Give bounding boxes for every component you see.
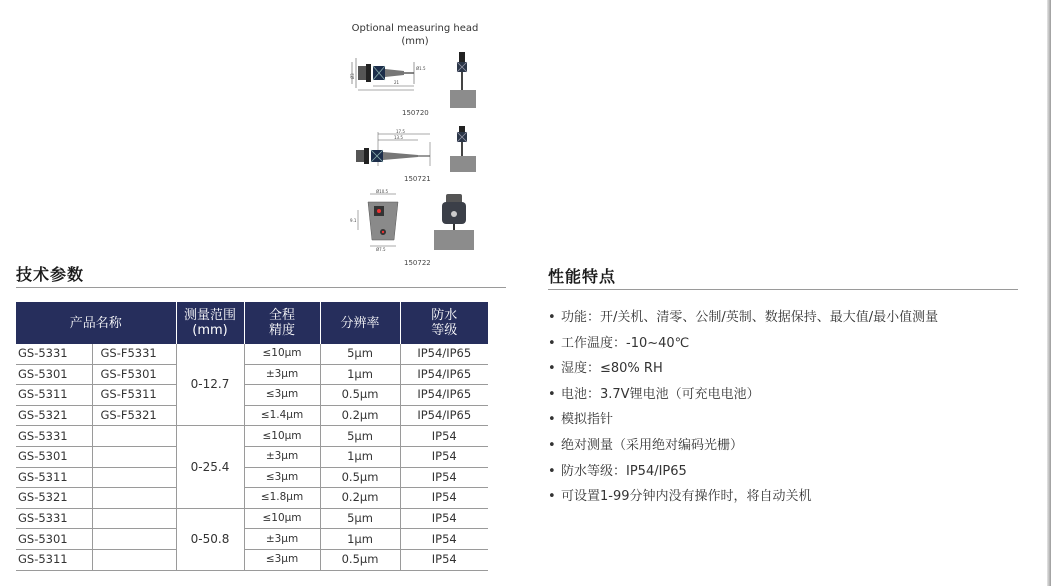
table-row <box>16 405 488 426</box>
resolution-cell: 1μm <box>320 446 400 467</box>
ip-cell: IP54 <box>400 488 488 509</box>
bullet-icon: • <box>548 437 556 453</box>
bullet-icon: • <box>548 412 556 428</box>
feature-text: 功能：开/关机、清零、公制/英制、数据保持、最大值/最小值测量 <box>561 310 939 325</box>
bullet-icon: • <box>548 310 556 325</box>
table-row <box>16 446 488 467</box>
table-row <box>16 508 488 529</box>
resolution-cell: 5μm <box>320 508 400 529</box>
header-range <box>176 302 244 344</box>
feature-text: 模拟指针 <box>561 412 614 428</box>
dim-text: 9.1 <box>350 218 357 223</box>
model-f-cell <box>92 467 176 488</box>
model-f-cell <box>92 549 176 570</box>
tech-params-divider <box>16 287 506 288</box>
ip-cell: IP54 <box>400 426 488 447</box>
spec-table-header <box>16 302 488 344</box>
feature-item <box>548 484 1028 510</box>
ip-cell: IP54 <box>400 549 488 570</box>
bullet-icon: • <box>548 386 556 402</box>
feature-text: 湿度：≤80% RH <box>561 361 663 377</box>
dim-text: 21 <box>394 80 400 85</box>
ip-cell: IP54 <box>400 508 488 529</box>
accuracy-cell: ≤1.8μm <box>244 488 320 509</box>
accuracy-cell: ≤10μm <box>244 344 320 364</box>
resolution-cell: 1μm <box>320 529 400 550</box>
head-code-150721: 150721 <box>404 175 431 183</box>
feature-text: 可设置1-99分钟内没有操作时，将自动关机 <box>561 489 812 505</box>
table-row <box>16 488 488 509</box>
ip-cell: IP54 <box>400 529 488 550</box>
optional-heads-title-line1: Optional measuring head <box>351 23 479 34</box>
feature-item <box>548 459 1028 485</box>
dim-text: Ø3 <box>350 73 355 79</box>
accuracy-cell: ±3μm <box>244 446 320 467</box>
measuring-head-150721-diagram <box>348 126 488 176</box>
header-waterproof-l1: 防水 <box>431 308 458 323</box>
feature-item <box>548 407 1028 433</box>
dim-text: Ø7.5 <box>376 247 386 252</box>
model-cell: GS-5331 <box>16 508 92 529</box>
accuracy-cell: ≤1.4μm <box>244 405 320 426</box>
ip-cell: IP54 <box>400 446 488 467</box>
model-cell: GS-5321 <box>16 405 92 426</box>
header-accuracy-l1: 全程 <box>269 308 296 323</box>
feature-item <box>548 433 1028 459</box>
measuring-head-150720-diagram <box>348 52 488 114</box>
header-waterproof <box>400 302 488 344</box>
dim-text: 13.5 <box>394 135 403 140</box>
table-row <box>16 344 488 364</box>
resolution-cell: 1μm <box>320 364 400 385</box>
dim-text: 17.5 <box>396 129 405 134</box>
resolution-cell: 5μm <box>320 344 400 364</box>
dim-text: Ø10.5 <box>376 189 389 194</box>
bullet-icon: • <box>548 489 556 505</box>
feature-item <box>548 305 1028 331</box>
table-row <box>16 364 488 385</box>
features-divider <box>548 289 1018 290</box>
feature-text: 电池：3.7V锂电池（可充电电池） <box>561 386 760 402</box>
measuring-head-150722-diagram <box>348 188 488 258</box>
features-list <box>548 305 1028 510</box>
resolution-cell: 0.2μm <box>320 488 400 509</box>
model-cell: GS-5331 <box>16 344 92 364</box>
model-f-cell <box>92 508 176 529</box>
range-cell: 0-50.8 <box>176 508 244 570</box>
model-cell: GS-5301 <box>16 529 92 550</box>
ip-cell: IP54 <box>400 467 488 488</box>
range-cell: 0-12.7 <box>176 344 244 426</box>
resolution-cell: 0.2μm <box>320 405 400 426</box>
model-cell: GS-5331 <box>16 426 92 447</box>
spec-table <box>16 302 488 571</box>
model-cell: GS-5301 <box>16 364 92 385</box>
table-row <box>16 467 488 488</box>
table-row <box>16 549 488 570</box>
accuracy-cell: ±3μm <box>244 529 320 550</box>
optional-heads-title-unit: (mm) <box>401 36 429 47</box>
accuracy-cell: ≤3μm <box>244 467 320 488</box>
resolution-cell: 5μm <box>320 426 400 447</box>
header-resolution: 分辨率 <box>320 302 400 344</box>
head-code-150720: 150720 <box>402 109 429 117</box>
model-f-cell: GS-F5321 <box>92 405 176 426</box>
bullet-icon: • <box>548 361 556 377</box>
model-f-cell <box>92 426 176 447</box>
header-range-l1: 测量范围 <box>184 308 237 323</box>
model-cell: GS-5311 <box>16 385 92 406</box>
bullet-icon: • <box>548 335 556 351</box>
header-accuracy <box>244 302 320 344</box>
model-f-cell <box>92 529 176 550</box>
bullet-icon: • <box>548 463 556 479</box>
features-title: 性能特点 <box>548 267 617 286</box>
header-accuracy-l2: 精度 <box>269 323 296 338</box>
resolution-cell: 0.5μm <box>320 385 400 406</box>
model-f-cell <box>92 446 176 467</box>
range-cell: 0-25.4 <box>176 426 244 508</box>
dim-text: Ø1.5 <box>416 66 426 71</box>
tech-params-title: 技术参数 <box>16 265 85 284</box>
feature-item <box>548 382 1028 408</box>
accuracy-cell: ≤10μm <box>244 426 320 447</box>
ip-cell: IP54/IP65 <box>400 385 488 406</box>
model-f-cell: GS-F5331 <box>92 344 176 364</box>
resolution-cell: 0.5μm <box>320 549 400 570</box>
feature-item <box>548 331 1028 357</box>
model-cell: GS-5311 <box>16 549 92 570</box>
feature-text: 绝对测量（采用绝对编码光栅） <box>561 437 744 453</box>
model-cell: GS-5311 <box>16 467 92 488</box>
resolution-cell: 0.5μm <box>320 467 400 488</box>
table-row <box>16 426 488 447</box>
accuracy-cell: ≤10μm <box>244 508 320 529</box>
model-f-cell: GS-F5311 <box>92 385 176 406</box>
head-code-150722: 150722 <box>404 259 431 267</box>
model-cell: GS-5301 <box>16 446 92 467</box>
feature-text: 工作温度：-10~40℃ <box>561 335 690 351</box>
page-edge-shadow <box>1047 0 1051 586</box>
table-row <box>16 529 488 550</box>
accuracy-cell: ±3μm <box>244 364 320 385</box>
header-range-l2: (mm) <box>192 323 228 338</box>
feature-text: 防水等级：IP54/IP65 <box>561 463 687 479</box>
ip-cell: IP54/IP65 <box>400 364 488 385</box>
accuracy-cell: ≤3μm <box>244 549 320 570</box>
optional-heads-title <box>330 22 500 48</box>
ip-cell: IP54/IP65 <box>400 344 488 364</box>
model-f-cell: GS-F5301 <box>92 364 176 385</box>
accuracy-cell: ≤3μm <box>244 385 320 406</box>
model-f-cell <box>92 488 176 509</box>
ip-cell: IP54/IP65 <box>400 405 488 426</box>
header-waterproof-l2: 等级 <box>431 323 458 338</box>
table-row <box>16 385 488 406</box>
model-cell: GS-5321 <box>16 488 92 509</box>
feature-item <box>548 356 1028 382</box>
header-product-name: 产品名称 <box>16 302 176 344</box>
